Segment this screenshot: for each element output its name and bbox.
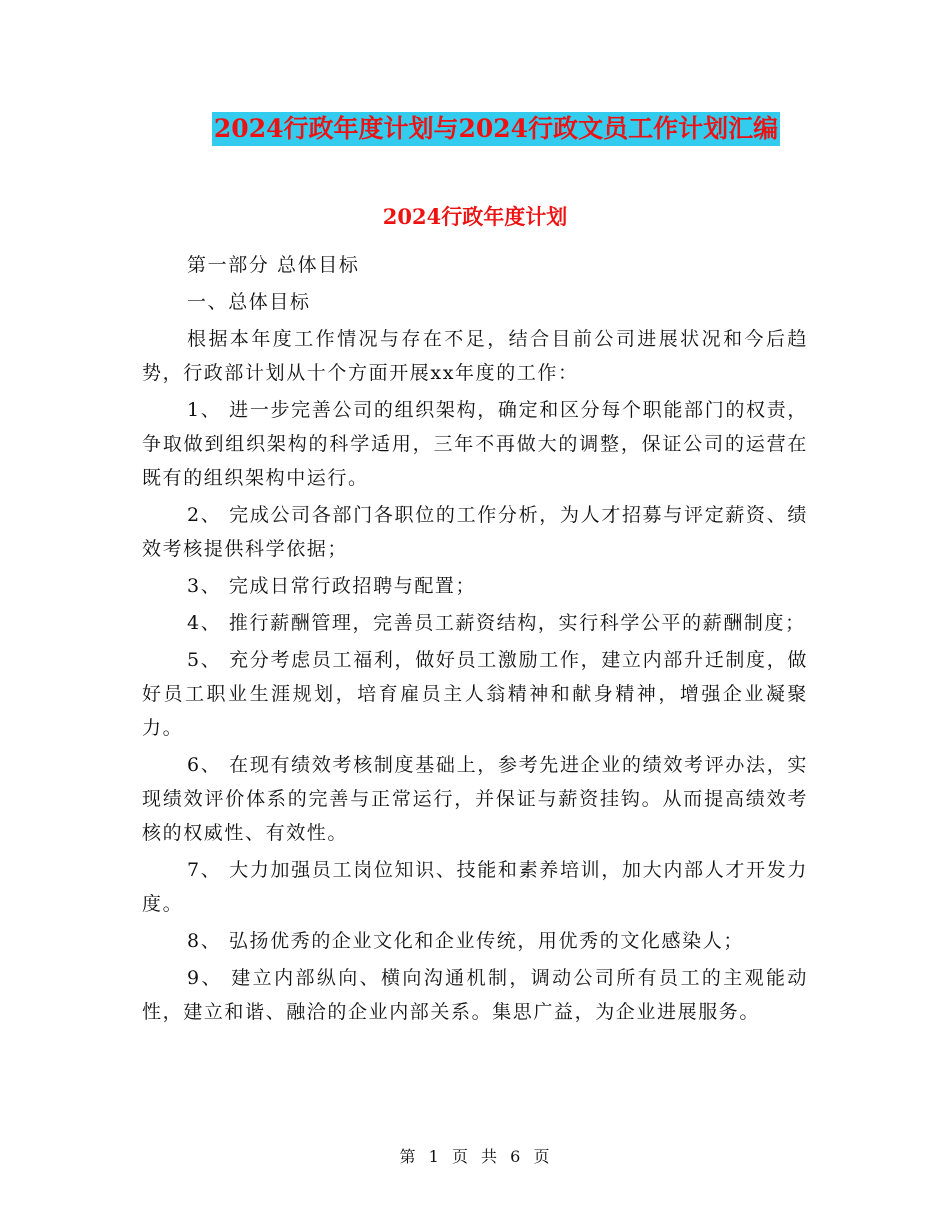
paragraph-part-heading: 第一部分 总体目标 [187,254,360,276]
paragraph-item-7: 7、 大力加强员工岗位知识、技能和素养培训，加大内部人才开发力度。 [142,859,808,915]
section-title: 2024行政年度计划 [382,204,568,229]
footer-prefix: 第 [399,1147,417,1166]
document-title-container [0,112,950,146]
paragraph-item-4: 4、 推行薪酬管理，完善员工薪资结构，实行科学公平的薪酬制度； [187,612,806,634]
paragraph-intro: 根据本年度工作情况与存在不足，结合目前公司进展状况和今后趋势，行政部计划从十个方面开展xx年度的工作： [142,328,808,384]
footer-page-label: 页 [451,1147,469,1166]
paragraph-item-2: 2、 完成公司各部门各职位的工作分析，为人才招募与评定薪资、绩效考核提供科学依据； [142,504,808,560]
footer-suffix: 页 [533,1147,551,1166]
page-footer [0,1146,950,1168]
paragraph-item-3: 3、 完成日常行政招聘与配置； [187,575,477,597]
paragraph-item-8: 8、 弘扬优秀的企业文化和企业传统，用优秀的文化感染人； [187,930,744,952]
document-body [142,248,808,1032]
paragraph-item-1: 1、 进一步完善公司的组织架构，确定和区分每个职能部门的权责，争取做到组织架构的科学适用，三年不再做大的调整，保证公司的运营在既有的组织架构中运行。 [142,399,808,489]
paragraph-item-6: 6、 在现有绩效考核制度基础上，参考先进企业的绩效考评办法，实现绩效评价体系的完善与正常运行，并保证与薪资挂钩。从而提高绩效考核的权威性、有效性。 [142,754,808,844]
footer-current-page: 1 [428,1147,440,1166]
paragraph-item-5: 5、 充分考虑员工福利，做好员工激励工作，建立内部升迁制度，做好员工职业生涯规划，培育雇员主人翁精神和献身精神，增强企业凝聚力。 [142,649,808,739]
document-title: 2024行政年度计划与2024行政文员工作计划汇编 [212,112,780,146]
paragraph-subheading: 一、总体目标 [187,291,311,313]
footer-total-label: 共 [481,1147,499,1166]
paragraph-item-9: 9、 建立内部纵向、横向沟通机制，调动公司所有员工的主观能动性，建立和谐、融洽的企业内部关系。集思广益，为企业进展服务。 [142,967,808,1023]
footer-total-pages: 6 [510,1147,522,1166]
